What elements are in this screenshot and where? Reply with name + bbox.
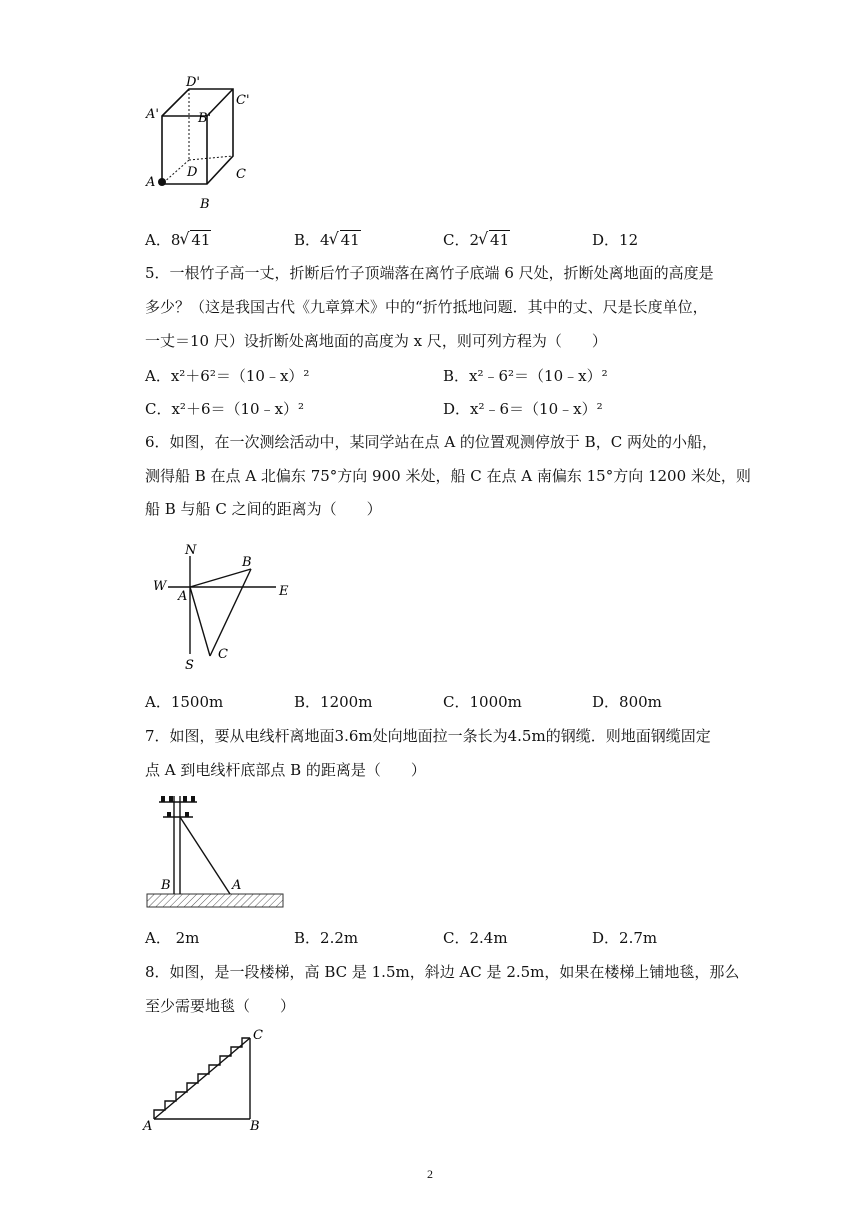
label-A: A [146, 175, 156, 190]
q8-line-1: 8．如图，是一段楼梯，高 BC 是 1.5m，斜边 AC 是 2.5m，如果在楼梯上铺地毯，那么 [145, 963, 740, 981]
label-A: A [178, 589, 188, 604]
label-A-prime: A' [146, 107, 159, 122]
q5-option-c: C．x²＋6＝（10﹣x）² [145, 400, 305, 418]
ant-icon [158, 178, 166, 186]
label-A: A [143, 1119, 153, 1134]
q7-line-2: 点 A 到电线杆底部点 B 的距离是（ ） [145, 761, 426, 779]
q4-option-d: D．12 [592, 231, 639, 249]
label-B: B [250, 1119, 260, 1134]
q4-option-c: C．2√ 41 [443, 230, 510, 250]
label-D-prime: D' [186, 75, 200, 90]
q4-option-b: B．4√ 41 [294, 230, 361, 250]
compass-figure [148, 542, 308, 672]
q7-option-b: B．2.2m [294, 929, 359, 947]
q4-option-a: A．8√ 41 [145, 230, 211, 250]
q6-option-b: B．1200m [294, 693, 373, 711]
label-C: C [253, 1028, 263, 1043]
label-A: A [232, 878, 242, 893]
q5-line-1: 5．一根竹子高一丈，折断后竹子顶端落在离竹子底端 6 尺处，折断处离地面的高度是 [145, 264, 714, 282]
q5-option-d: D．x²﹣6＝（10﹣x）² [443, 400, 603, 418]
q6-line-3: 船 B 与船 C 之间的距离为（ ） [145, 500, 382, 518]
label-C: C [218, 647, 228, 662]
label-E: E [279, 584, 289, 599]
q7-option-d: D．2.7m [592, 929, 658, 947]
q6-line-2: 测得船 B 在点 A 北偏东 75°方向 900 米处，船 C 在点 A 南偏东 15°方向 1200 米处，则 [145, 467, 751, 485]
label-N: N [185, 543, 197, 558]
q5-line-2: 多少？（这是我国古代《九章算术》中的“折竹抵地问题．其中的丈、尺是长度单位， [145, 298, 708, 316]
q5-option-a: A．x²＋6²＝（10﹣x）² [145, 367, 310, 385]
q5-line-3: 一丈＝10 尺）设折断处离地面的高度为 x 尺，则可列方程为（ ） [145, 332, 607, 350]
page-number: 2 [427, 1167, 433, 1181]
label-B: B [242, 555, 252, 570]
label-B: B [200, 197, 210, 212]
label-B: B [161, 878, 171, 893]
q6-option-c: C．1000m [443, 693, 522, 711]
q6-option-d: D．800m [592, 693, 662, 711]
q5-option-b: B．x²﹣6²＝（10﹣x）² [443, 367, 608, 385]
q6-option-a: A．1500m [145, 693, 224, 711]
cube-figure [140, 72, 260, 212]
q8-line-2: 至少需要地毯（ ） [145, 997, 296, 1015]
label-C-prime: C' [236, 93, 250, 108]
q7-line-1: 7．如图，要从电线杆离地面3.6m处向地面拉一条长为4.5m的钢缆．则地面钢缆固定 [145, 727, 711, 745]
label-C: C [236, 167, 246, 182]
pole-figure [145, 790, 285, 912]
q7-option-c: C．2.4m [443, 929, 508, 947]
label-D: D [187, 165, 198, 180]
q7-option-a: A． 2m [145, 929, 200, 947]
ground [147, 894, 283, 907]
label-B-prime: B' [198, 111, 212, 126]
label-W: W [153, 579, 167, 594]
label-S: S [185, 658, 194, 672]
staircase-figure [140, 1024, 270, 1134]
q6-line-1: 6．如图，在一次测绘活动中，某同学站在点 A 的位置观测停放于 B，C 两处的小船， [145, 433, 717, 451]
